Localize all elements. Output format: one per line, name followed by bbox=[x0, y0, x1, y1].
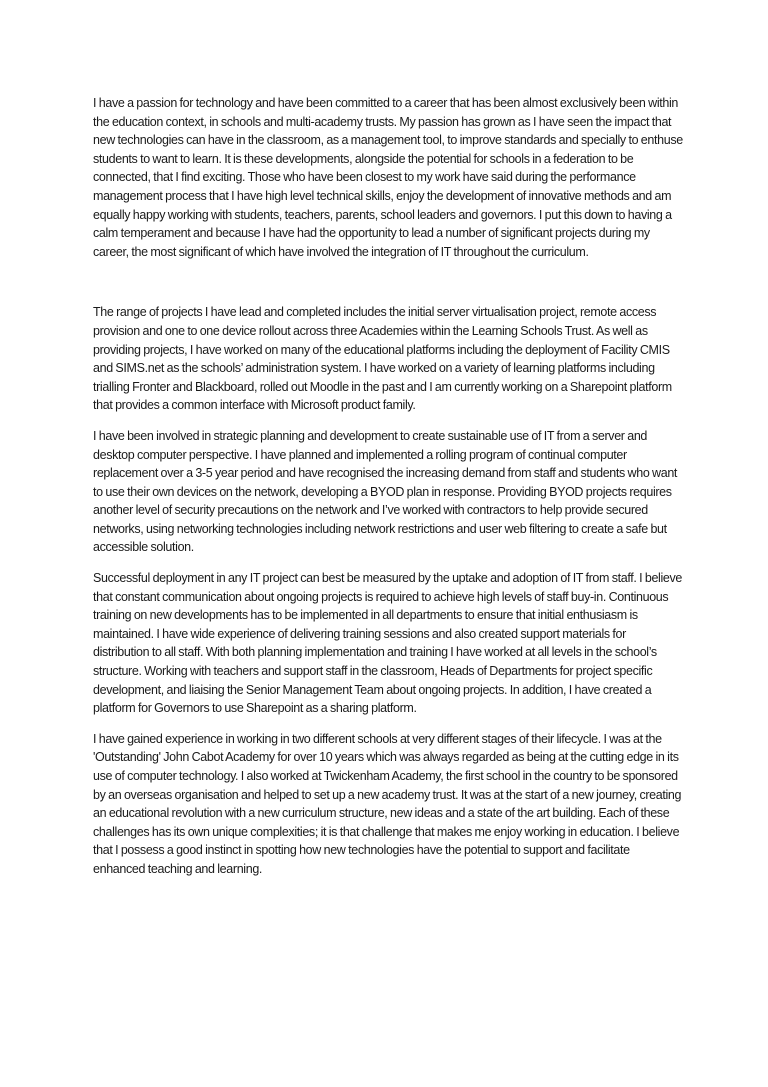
body-text bbox=[93, 94, 683, 879]
paragraph-strategic-planning: I have been involved in strategic planning and development to create sustainable use of IT from a server and desktop computer perspective. I have planned and implemented a rolling program of continual computer replacement over a 3-5 year period and have recognised the increasing demand from staff and students who want to use their own devices on the network, developing a BYOD plan in response. Providing BYOD projects requires another level of security precautions on the network and I’ve worked with contractors to help provide secured networks, using networking technologies including network restrictions and user web filtering to create a safe but accessible solution. bbox=[93, 428, 678, 555]
paragraph-passion: I have a passion for technology and have been committed to a career that has been almost exclusively been within the education context, in schools and multi-academy trusts. My passion has grown as I have seen the impact that new technologies can have in the classroom, as a management tool, to improve standards and specially to enthuse students to want to learn. It is these developments, alongside the potential for schools in a federation to be connected, that I find exciting. Those who have been closest to my work have said during the performance management process that I have high level technical skills, enjoy the development of innovative methods and am equally happy working with students, teachers, parents, school leaders and governors. I put this down to having a calm temperament and because I have had the opportunity to lead a number of significant projects during my career, the most significant of which have involved the integration of IT throughout the curriculum. bbox=[93, 96, 683, 259]
paragraph-experience: I have gained experience in working in two different schools at very different stages of their lifecycle. I was at the 'Outstanding' John Cabot Academy for over 10 years which was always regarded as being at the cutting edge in its use of computer technology. I also worked at Twickenham Academy, the first school in the country to be sponsored by an overseas organisation and helped to set up a new academy trust. It was at the start of a new journey, creating an educational revolution with a new curriculum structure, new ideas and a state of the art building. Each of these challenges has its own unique complexities; it is that challenge that makes me enjoy working in education. I believe that I possess a good instinct in spotting how new technologies have the potential to support and facilitate enhanced teaching and learning. bbox=[93, 731, 682, 876]
paragraph-deployment-training: Successful deployment in any IT project can best be measured by the uptake and adoption of IT from staff. I believe that constant communication about ongoing projects is required to achieve high levels of staff buy-in. Continuous training on new developments has to be implemented in all departments to ensure that initial enthusiasm is maintained. I have wide experience of delivering training sessions and also created support materials for distribution to all staff. With both planning implementation and training I have worked at all levels in the school’s structure. Working with teachers and support staff in the classroom, Heads of Departments for project specific development, and liaising the Senior Management Team about ongoing projects. In addition, I have created a platform for Governors to use Sharepoint as a sharing platform. bbox=[93, 571, 683, 716]
paragraph-projects: The range of projects I have lead and completed includes the initial server virtualisation project, remote access provision and one to one device rollout across three Academies within the Learning Schools Trust. As well as providing projects, I have worked on many of the educational platforms including the deployment of Facility CMIS and SIMS.net as the schools’ administration system. I have worked on a variety of learning platforms including trialling Fronter and Blackboard, rolled out Moodle in the past and I am currently working on a Sharepoint platform that provides a common interface with Microsoft product family. bbox=[93, 305, 672, 413]
